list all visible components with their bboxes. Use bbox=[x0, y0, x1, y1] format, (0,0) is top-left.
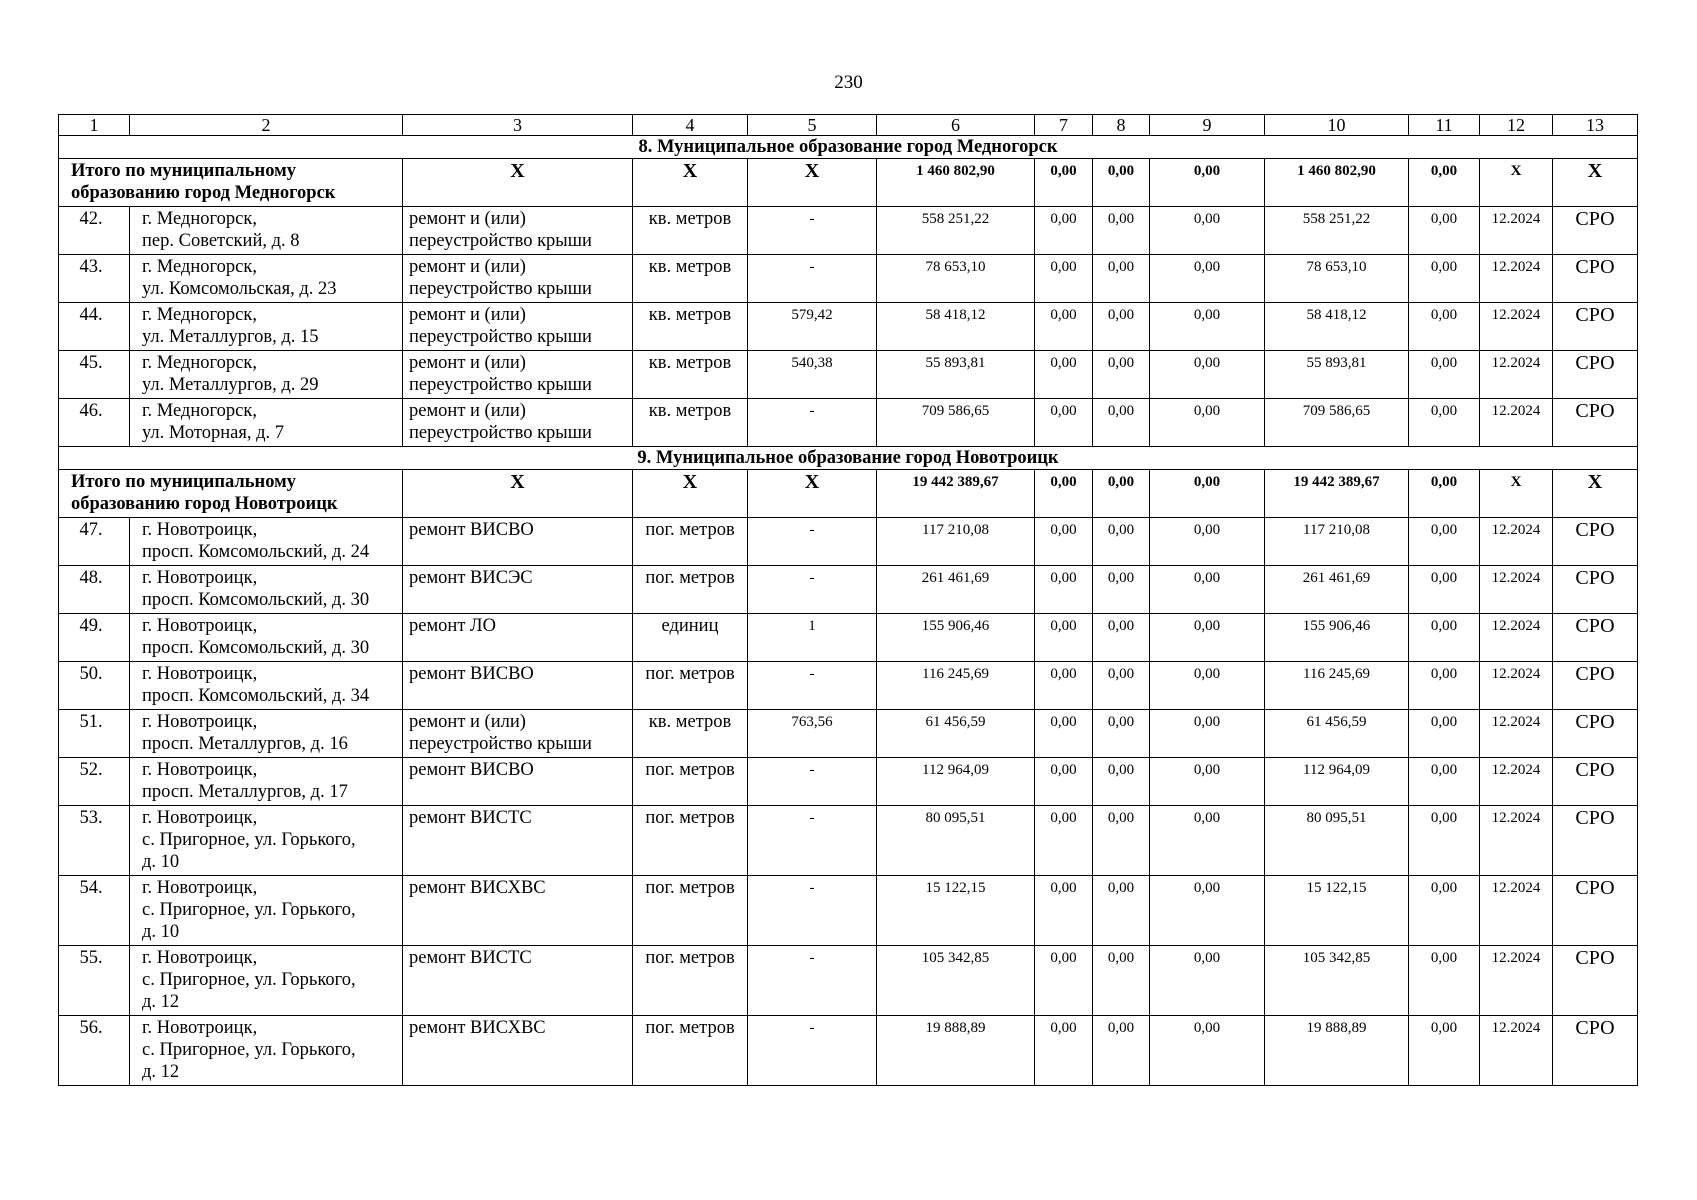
fund-8: 0,00 bbox=[1093, 207, 1150, 255]
fund-8: 0,00 bbox=[1093, 758, 1150, 806]
fund-9: 0,00 bbox=[1150, 303, 1265, 351]
fund-7: 0,00 bbox=[1035, 518, 1093, 566]
column-number: 3 bbox=[403, 115, 633, 136]
cost: 15 122,15 bbox=[877, 876, 1035, 946]
unit: пог. метров bbox=[633, 566, 748, 614]
unit: пог. метров bbox=[633, 946, 748, 1016]
table-row bbox=[59, 518, 1638, 566]
total-fund-9: 0,00 bbox=[1150, 159, 1265, 207]
deadline: 12.2024 bbox=[1480, 351, 1553, 399]
fund-8: 0,00 bbox=[1093, 710, 1150, 758]
total-fund-9: 0,00 bbox=[1150, 470, 1265, 518]
work-type: ремонт и (или) переустройство крыши bbox=[403, 255, 633, 303]
fund-9: 0,00 bbox=[1150, 806, 1265, 876]
unit: кв. метров bbox=[633, 207, 748, 255]
quantity: - bbox=[748, 399, 877, 447]
row-number: 43. bbox=[59, 255, 130, 303]
quantity: - bbox=[748, 876, 877, 946]
unit: кв. метров bbox=[633, 351, 748, 399]
work-type: ремонт ЛО bbox=[403, 614, 633, 662]
table-row bbox=[59, 662, 1638, 710]
fund-11: 0,00 bbox=[1409, 758, 1480, 806]
section-total-row bbox=[59, 159, 1638, 207]
fund-9: 0,00 bbox=[1150, 946, 1265, 1016]
fund-8: 0,00 bbox=[1093, 946, 1150, 1016]
unit: кв. метров bbox=[633, 710, 748, 758]
method: СРО bbox=[1553, 806, 1638, 876]
fund-8: 0,00 bbox=[1093, 518, 1150, 566]
repair-program-table bbox=[58, 114, 1638, 1086]
fund-10: 558 251,22 bbox=[1265, 207, 1409, 255]
deadline: 12.2024 bbox=[1480, 876, 1553, 946]
total-fund-7: 0,00 bbox=[1035, 470, 1093, 518]
work-type: ремонт ВИСЭС bbox=[403, 566, 633, 614]
total-cost: 1 460 802,90 bbox=[877, 159, 1035, 207]
deadline: 12.2024 bbox=[1480, 255, 1553, 303]
fund-9: 0,00 bbox=[1150, 662, 1265, 710]
unit: кв. метров bbox=[633, 303, 748, 351]
fund-9: 0,00 bbox=[1150, 207, 1265, 255]
deadline: 12.2024 bbox=[1480, 758, 1553, 806]
fund-11: 0,00 bbox=[1409, 399, 1480, 447]
quantity: - bbox=[748, 207, 877, 255]
method: СРО bbox=[1553, 876, 1638, 946]
table-row bbox=[59, 806, 1638, 876]
column-number: 8 bbox=[1093, 115, 1150, 136]
method: СРО bbox=[1553, 1016, 1638, 1086]
row-number: 46. bbox=[59, 399, 130, 447]
total-label: Итого по муниципальному образованию город Медногорск bbox=[59, 159, 403, 207]
table-row bbox=[59, 566, 1638, 614]
fund-7: 0,00 bbox=[1035, 303, 1093, 351]
fund-8: 0,00 bbox=[1093, 1016, 1150, 1086]
address: г. Новотроицк, просп. Комсомольский, д. 24 bbox=[130, 518, 403, 566]
deadline: 12.2024 bbox=[1480, 399, 1553, 447]
fund-11: 0,00 bbox=[1409, 566, 1480, 614]
total-method: Х bbox=[1553, 470, 1638, 518]
cost: 105 342,85 bbox=[877, 946, 1035, 1016]
work-type: ремонт и (или) переустройство крыши bbox=[403, 351, 633, 399]
fund-9: 0,00 bbox=[1150, 710, 1265, 758]
table-row bbox=[59, 614, 1638, 662]
fund-7: 0,00 bbox=[1035, 710, 1093, 758]
address: г. Новотроицк, с. Пригорное, ул. Горького, д. 10 bbox=[130, 876, 403, 946]
column-number: 10 bbox=[1265, 115, 1409, 136]
row-number: 50. bbox=[59, 662, 130, 710]
method: СРО bbox=[1553, 946, 1638, 1016]
fund-11: 0,00 bbox=[1409, 806, 1480, 876]
fund-11: 0,00 bbox=[1409, 662, 1480, 710]
method: СРО bbox=[1553, 255, 1638, 303]
fund-10: 15 122,15 bbox=[1265, 876, 1409, 946]
fund-11: 0,00 bbox=[1409, 710, 1480, 758]
total-cost: 19 442 389,67 bbox=[877, 470, 1035, 518]
total-work-type: Х bbox=[403, 159, 633, 207]
fund-9: 0,00 bbox=[1150, 614, 1265, 662]
fund-7: 0,00 bbox=[1035, 255, 1093, 303]
column-number: 1 bbox=[59, 115, 130, 136]
fund-7: 0,00 bbox=[1035, 876, 1093, 946]
row-number: 44. bbox=[59, 303, 130, 351]
quantity: 1 bbox=[748, 614, 877, 662]
method: СРО bbox=[1553, 710, 1638, 758]
column-number: 9 bbox=[1150, 115, 1265, 136]
address: г. Новотроицк, просп. Комсомольский, д. 30 bbox=[130, 614, 403, 662]
deadline: 12.2024 bbox=[1480, 614, 1553, 662]
unit: пог. метров bbox=[633, 662, 748, 710]
cost: 112 964,09 bbox=[877, 758, 1035, 806]
fund-7: 0,00 bbox=[1035, 758, 1093, 806]
table-row bbox=[59, 710, 1638, 758]
deadline: 12.2024 bbox=[1480, 207, 1553, 255]
table-row bbox=[59, 758, 1638, 806]
column-number-row bbox=[59, 115, 1638, 136]
total-fund-8: 0,00 bbox=[1093, 159, 1150, 207]
total-deadline: Х bbox=[1480, 470, 1553, 518]
cost: 116 245,69 bbox=[877, 662, 1035, 710]
fund-7: 0,00 bbox=[1035, 566, 1093, 614]
unit: пог. метров bbox=[633, 758, 748, 806]
quantity: - bbox=[748, 946, 877, 1016]
table-row bbox=[59, 255, 1638, 303]
column-number: 13 bbox=[1553, 115, 1638, 136]
section-title: 8. Муниципальное образование город Медногорск bbox=[59, 136, 1638, 159]
work-type: ремонт ВИСВО bbox=[403, 518, 633, 566]
fund-10: 61 456,59 bbox=[1265, 710, 1409, 758]
fund-11: 0,00 bbox=[1409, 876, 1480, 946]
column-number: 12 bbox=[1480, 115, 1553, 136]
fund-10: 155 906,46 bbox=[1265, 614, 1409, 662]
method: СРО bbox=[1553, 351, 1638, 399]
address: г. Медногорск, ул. Моторная, д. 7 bbox=[130, 399, 403, 447]
fund-11: 0,00 bbox=[1409, 303, 1480, 351]
total-quantity: Х bbox=[748, 159, 877, 207]
address: г. Новотроицк, с. Пригорное, ул. Горького, д. 10 bbox=[130, 806, 403, 876]
unit: кв. метров bbox=[633, 399, 748, 447]
fund-10: 55 893,81 bbox=[1265, 351, 1409, 399]
unit: кв. метров bbox=[633, 255, 748, 303]
work-type: ремонт ВИСТС bbox=[403, 946, 633, 1016]
total-fund-10: 19 442 389,67 bbox=[1265, 470, 1409, 518]
address: г. Новотроицк, просп. Комсомольский, д. 30 bbox=[130, 566, 403, 614]
address: г. Новотроицк, просп. Комсомольский, д. 34 bbox=[130, 662, 403, 710]
table-row bbox=[59, 207, 1638, 255]
row-number: 53. bbox=[59, 806, 130, 876]
fund-9: 0,00 bbox=[1150, 876, 1265, 946]
fund-9: 0,00 bbox=[1150, 518, 1265, 566]
table-row bbox=[59, 303, 1638, 351]
row-number: 49. bbox=[59, 614, 130, 662]
fund-7: 0,00 bbox=[1035, 946, 1093, 1016]
address: г. Новотроицк, с. Пригорное, ул. Горького, д. 12 bbox=[130, 946, 403, 1016]
column-number: 4 bbox=[633, 115, 748, 136]
row-number: 48. bbox=[59, 566, 130, 614]
work-type: ремонт ВИСХВС bbox=[403, 1016, 633, 1086]
section-title-row bbox=[59, 447, 1638, 470]
fund-7: 0,00 bbox=[1035, 351, 1093, 399]
method: СРО bbox=[1553, 518, 1638, 566]
total-fund-11: 0,00 bbox=[1409, 159, 1480, 207]
fund-11: 0,00 bbox=[1409, 518, 1480, 566]
fund-7: 0,00 bbox=[1035, 1016, 1093, 1086]
row-number: 54. bbox=[59, 876, 130, 946]
total-unit: Х bbox=[633, 159, 748, 207]
cost: 261 461,69 bbox=[877, 566, 1035, 614]
fund-11: 0,00 bbox=[1409, 207, 1480, 255]
fund-8: 0,00 bbox=[1093, 806, 1150, 876]
fund-7: 0,00 bbox=[1035, 207, 1093, 255]
table-row bbox=[59, 399, 1638, 447]
address: г. Медногорск, ул. Металлургов, д. 29 bbox=[130, 351, 403, 399]
page-number: 230 bbox=[834, 72, 863, 93]
fund-11: 0,00 bbox=[1409, 946, 1480, 1016]
fund-10: 19 888,89 bbox=[1265, 1016, 1409, 1086]
column-number: 5 bbox=[748, 115, 877, 136]
method: СРО bbox=[1553, 614, 1638, 662]
fund-9: 0,00 bbox=[1150, 255, 1265, 303]
unit: пог. метров bbox=[633, 1016, 748, 1086]
cost: 58 418,12 bbox=[877, 303, 1035, 351]
cost: 55 893,81 bbox=[877, 351, 1035, 399]
work-type: ремонт и (или) переустройство крыши bbox=[403, 303, 633, 351]
quantity: - bbox=[748, 518, 877, 566]
fund-9: 0,00 bbox=[1150, 399, 1265, 447]
total-label: Итого по муниципальному образованию город Новотроицк bbox=[59, 470, 403, 518]
cost: 155 906,46 bbox=[877, 614, 1035, 662]
work-type: ремонт ВИСТС bbox=[403, 806, 633, 876]
total-work-type: Х bbox=[403, 470, 633, 518]
unit: пог. метров bbox=[633, 518, 748, 566]
fund-10: 117 210,08 bbox=[1265, 518, 1409, 566]
fund-10: 112 964,09 bbox=[1265, 758, 1409, 806]
fund-10: 105 342,85 bbox=[1265, 946, 1409, 1016]
section-total-row bbox=[59, 470, 1638, 518]
fund-9: 0,00 bbox=[1150, 351, 1265, 399]
fund-11: 0,00 bbox=[1409, 351, 1480, 399]
cost: 80 095,51 bbox=[877, 806, 1035, 876]
cost: 709 586,65 bbox=[877, 399, 1035, 447]
cost: 19 888,89 bbox=[877, 1016, 1035, 1086]
method: СРО bbox=[1553, 207, 1638, 255]
work-type: ремонт ВИСВО bbox=[403, 662, 633, 710]
row-number: 55. bbox=[59, 946, 130, 1016]
total-fund-7: 0,00 bbox=[1035, 159, 1093, 207]
quantity: - bbox=[748, 758, 877, 806]
quantity: 579,42 bbox=[748, 303, 877, 351]
deadline: 12.2024 bbox=[1480, 662, 1553, 710]
column-number: 11 bbox=[1409, 115, 1480, 136]
address: г. Медногорск, ул. Металлургов, д. 15 bbox=[130, 303, 403, 351]
total-deadline: Х bbox=[1480, 159, 1553, 207]
row-number: 47. bbox=[59, 518, 130, 566]
quantity: - bbox=[748, 1016, 877, 1086]
fund-8: 0,00 bbox=[1093, 614, 1150, 662]
fund-10: 116 245,69 bbox=[1265, 662, 1409, 710]
fund-8: 0,00 bbox=[1093, 566, 1150, 614]
fund-10: 80 095,51 bbox=[1265, 806, 1409, 876]
fund-10: 709 586,65 bbox=[1265, 399, 1409, 447]
work-type: ремонт и (или) переустройство крыши bbox=[403, 710, 633, 758]
fund-10: 58 418,12 bbox=[1265, 303, 1409, 351]
cost: 78 653,10 bbox=[877, 255, 1035, 303]
table-row bbox=[59, 876, 1638, 946]
quantity: 763,56 bbox=[748, 710, 877, 758]
fund-8: 0,00 bbox=[1093, 255, 1150, 303]
fund-7: 0,00 bbox=[1035, 662, 1093, 710]
total-fund-8: 0,00 bbox=[1093, 470, 1150, 518]
fund-8: 0,00 bbox=[1093, 876, 1150, 946]
fund-8: 0,00 bbox=[1093, 399, 1150, 447]
work-type: ремонт ВИСХВС bbox=[403, 876, 633, 946]
method: СРО bbox=[1553, 758, 1638, 806]
quantity: - bbox=[748, 566, 877, 614]
deadline: 12.2024 bbox=[1480, 1016, 1553, 1086]
total-quantity: Х bbox=[748, 470, 877, 518]
fund-7: 0,00 bbox=[1035, 399, 1093, 447]
cost: 61 456,59 bbox=[877, 710, 1035, 758]
total-fund-11: 0,00 bbox=[1409, 470, 1480, 518]
address: г. Новотроицк, с. Пригорное, ул. Горького, д. 12 bbox=[130, 1016, 403, 1086]
deadline: 12.2024 bbox=[1480, 566, 1553, 614]
fund-9: 0,00 bbox=[1150, 758, 1265, 806]
column-number: 2 bbox=[130, 115, 403, 136]
quantity: - bbox=[748, 255, 877, 303]
address: г. Медногорск, пер. Советский, д. 8 bbox=[130, 207, 403, 255]
row-number: 56. bbox=[59, 1016, 130, 1086]
method: СРО bbox=[1553, 662, 1638, 710]
total-method: Х bbox=[1553, 159, 1638, 207]
total-fund-10: 1 460 802,90 bbox=[1265, 159, 1409, 207]
fund-11: 0,00 bbox=[1409, 255, 1480, 303]
table-row bbox=[59, 1016, 1638, 1086]
fund-7: 0,00 bbox=[1035, 614, 1093, 662]
column-number: 6 bbox=[877, 115, 1035, 136]
address: г. Новотроицк, просп. Металлургов, д. 16 bbox=[130, 710, 403, 758]
fund-11: 0,00 bbox=[1409, 614, 1480, 662]
section-title: 9. Муниципальное образование город Новотроицк bbox=[59, 447, 1638, 470]
cost: 558 251,22 bbox=[877, 207, 1035, 255]
fund-8: 0,00 bbox=[1093, 351, 1150, 399]
cost: 117 210,08 bbox=[877, 518, 1035, 566]
row-number: 42. bbox=[59, 207, 130, 255]
work-type: ремонт ВИСВО bbox=[403, 758, 633, 806]
row-number: 45. bbox=[59, 351, 130, 399]
unit: единиц bbox=[633, 614, 748, 662]
work-type: ремонт и (или) переустройство крыши bbox=[403, 399, 633, 447]
deadline: 12.2024 bbox=[1480, 946, 1553, 1016]
fund-10: 78 653,10 bbox=[1265, 255, 1409, 303]
deadline: 12.2024 bbox=[1480, 710, 1553, 758]
section-title-row bbox=[59, 136, 1638, 159]
deadline: 12.2024 bbox=[1480, 303, 1553, 351]
method: СРО bbox=[1553, 303, 1638, 351]
row-number: 52. bbox=[59, 758, 130, 806]
table-row bbox=[59, 946, 1638, 1016]
deadline: 12.2024 bbox=[1480, 806, 1553, 876]
quantity: - bbox=[748, 662, 877, 710]
address: г. Медногорск, ул. Комсомольская, д. 23 bbox=[130, 255, 403, 303]
fund-11: 0,00 bbox=[1409, 1016, 1480, 1086]
fund-8: 0,00 bbox=[1093, 662, 1150, 710]
quantity: - bbox=[748, 806, 877, 876]
fund-10: 261 461,69 bbox=[1265, 566, 1409, 614]
fund-8: 0,00 bbox=[1093, 303, 1150, 351]
fund-9: 0,00 bbox=[1150, 1016, 1265, 1086]
unit: пог. метров bbox=[633, 806, 748, 876]
unit: пог. метров bbox=[633, 876, 748, 946]
quantity: 540,38 bbox=[748, 351, 877, 399]
work-type: ремонт и (или) переустройство крыши bbox=[403, 207, 633, 255]
row-number: 51. bbox=[59, 710, 130, 758]
address: г. Новотроицк, просп. Металлургов, д. 17 bbox=[130, 758, 403, 806]
method: СРО bbox=[1553, 566, 1638, 614]
fund-7: 0,00 bbox=[1035, 806, 1093, 876]
table-row bbox=[59, 351, 1638, 399]
method: СРО bbox=[1553, 399, 1638, 447]
total-unit: Х bbox=[633, 470, 748, 518]
fund-9: 0,00 bbox=[1150, 566, 1265, 614]
deadline: 12.2024 bbox=[1480, 518, 1553, 566]
column-number: 7 bbox=[1035, 115, 1093, 136]
